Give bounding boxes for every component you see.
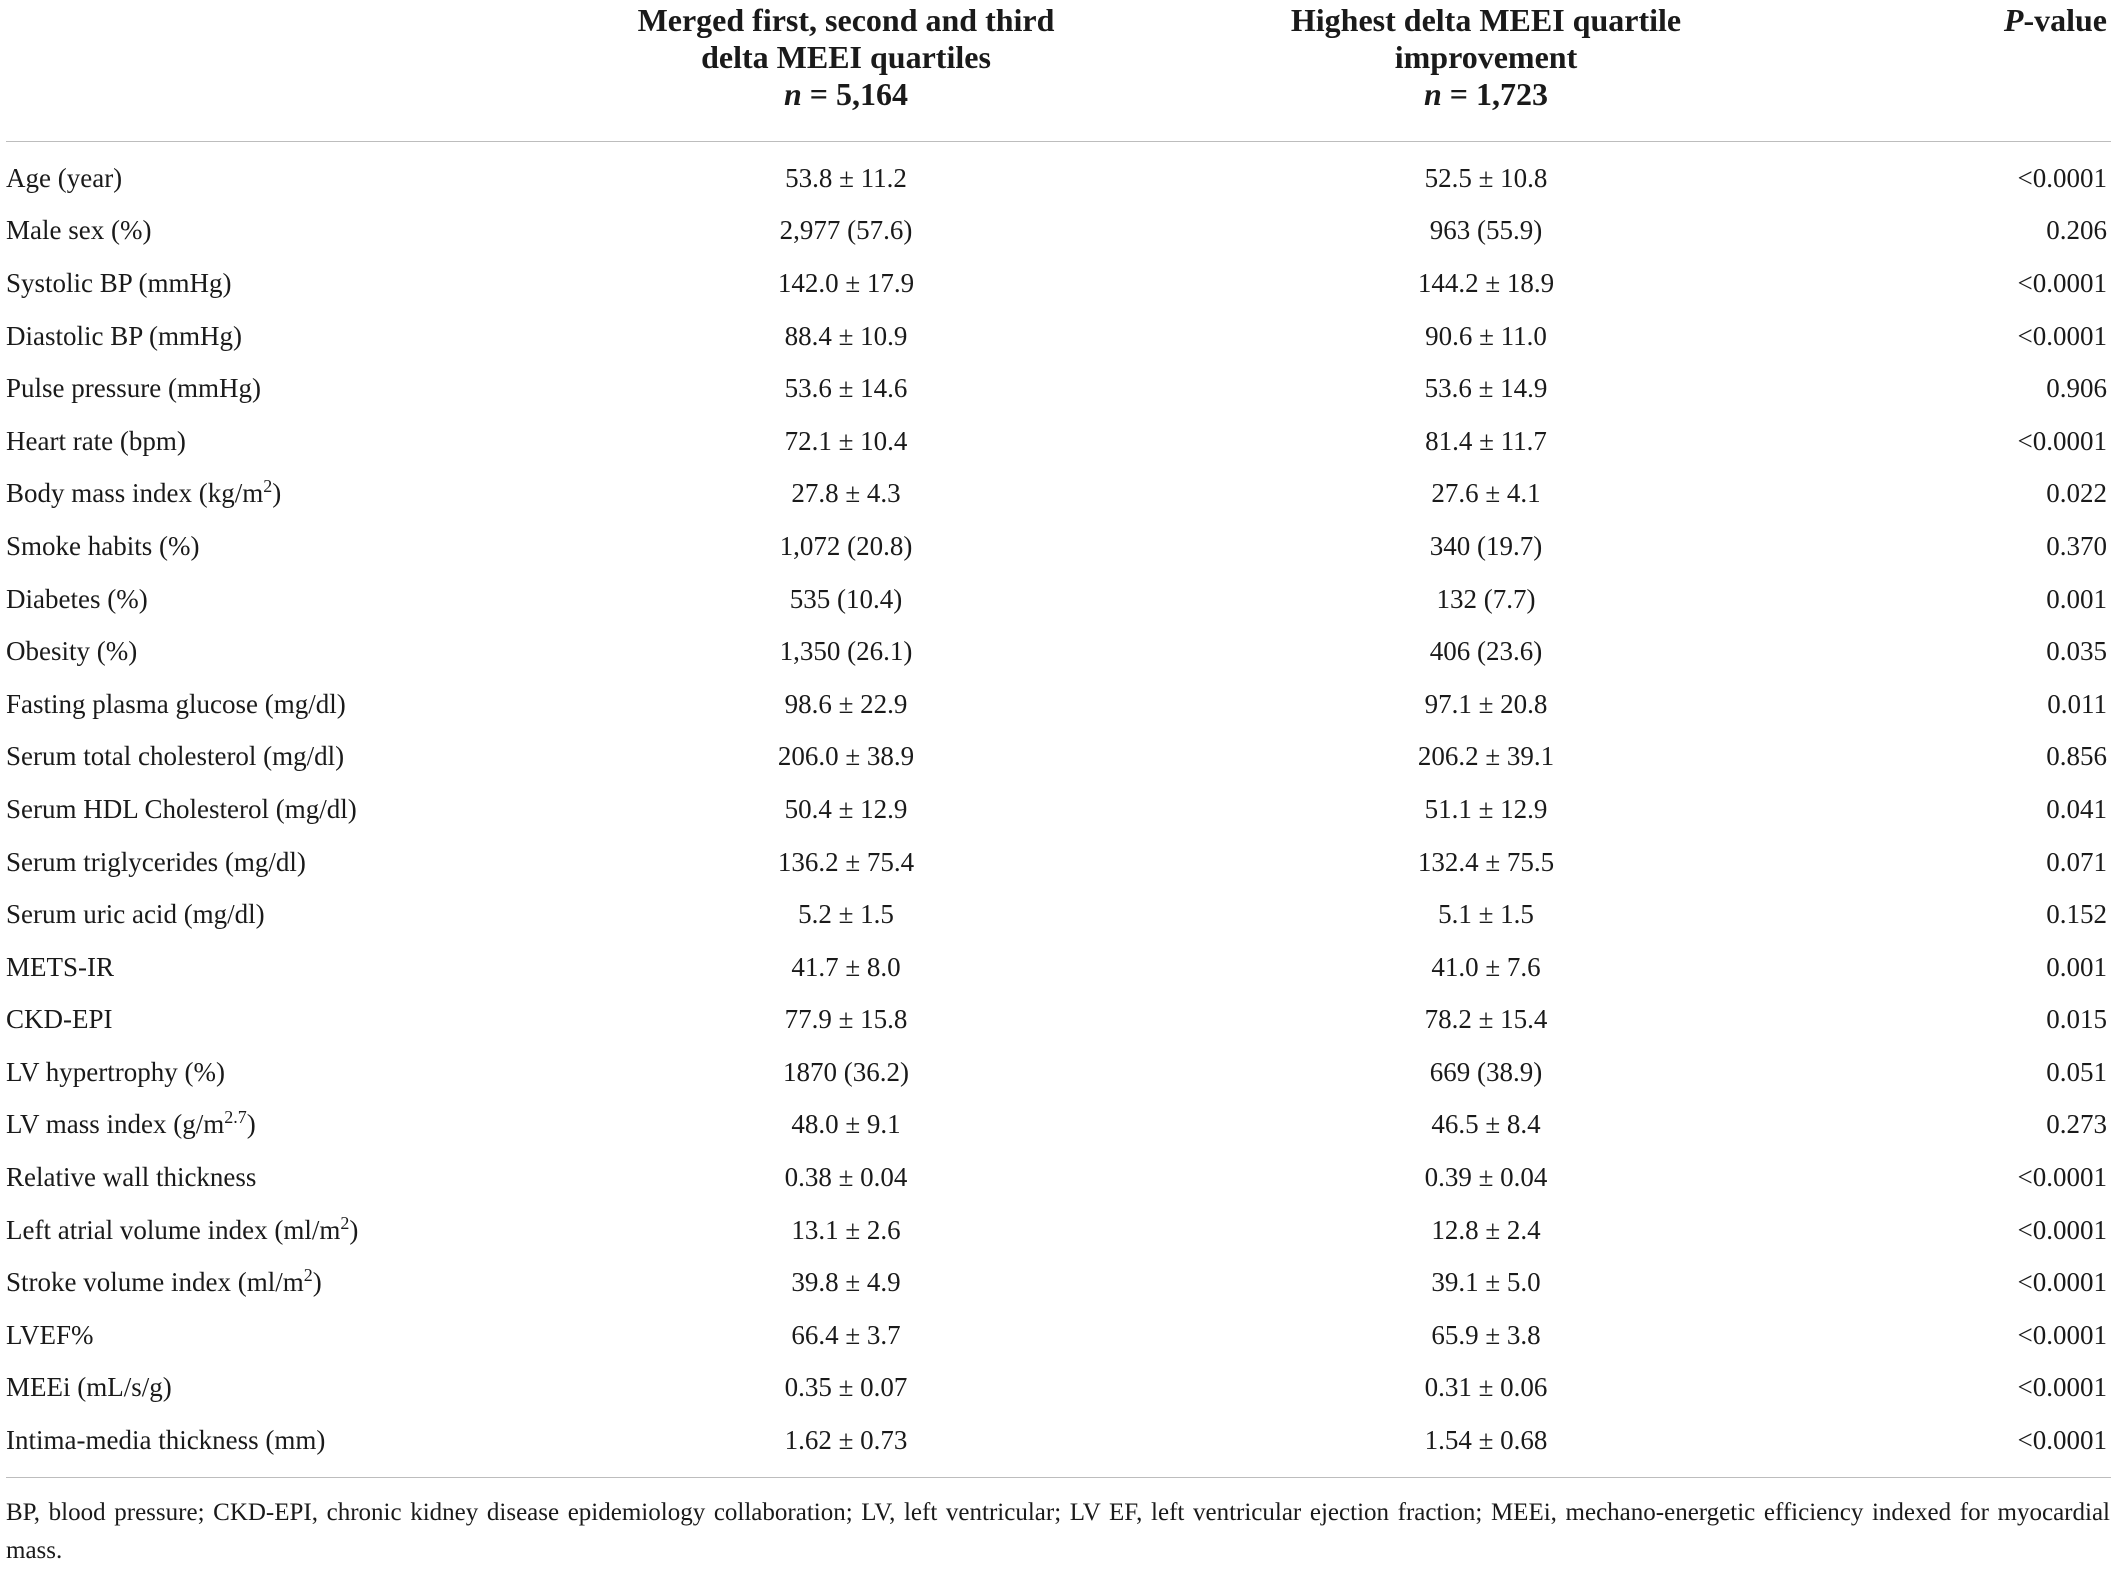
- row-label: [6, 468, 566, 521]
- header-p-value: [1846, 0, 2111, 142]
- highest-quartile-value: 39.1 ± 5.0: [1431, 1267, 1541, 1298]
- row-label-text: LV mass index (g/m: [6, 1109, 225, 1140]
- row-label: [6, 1309, 566, 1362]
- header-highest-line2: improvement: [1394, 39, 1578, 75]
- p-value: 0.035: [2046, 636, 2107, 667]
- highest-quartile-value: 132 (7.7): [1436, 583, 1536, 614]
- p-value: 0.015: [2046, 1004, 2107, 1035]
- table-row: [6, 1256, 2111, 1309]
- table-row: [6, 941, 2111, 994]
- table-row: [6, 257, 2111, 310]
- table-row: [6, 573, 2111, 626]
- merged-quartiles-value: 53.8 ± 11.2: [785, 162, 907, 193]
- merged-quartiles-value: 66.4 ± 3.7: [791, 1319, 901, 1350]
- merged-quartiles-value: 0.38 ± 0.04: [784, 1162, 908, 1193]
- header-variable: [6, 0, 566, 142]
- merged-quartiles-value: 39.8 ± 4.9: [791, 1267, 901, 1298]
- merged-quartiles-value: 142.0 ± 17.9: [777, 267, 915, 298]
- merged-quartiles-value: 136.2 ± 75.4: [777, 846, 915, 877]
- table-row: [6, 415, 2111, 468]
- table-row: [6, 994, 2111, 1047]
- row-label: [6, 941, 566, 994]
- header-p-rest: -value: [2023, 2, 2107, 38]
- row-label-suffix: ): [312, 1267, 322, 1298]
- row-label-suffix: ): [246, 1109, 256, 1140]
- row-label-text: Serum uric acid (mg/dl): [6, 899, 265, 930]
- highest-quartile-value: 963 (55.9): [1429, 215, 1543, 246]
- merged-quartiles-value: 1870 (36.2): [783, 1056, 909, 1087]
- row-label: [6, 362, 566, 415]
- row-label-text: Male sex (%): [6, 215, 152, 246]
- highest-quartile-value: 53.6 ± 14.9: [1424, 373, 1548, 404]
- p-value: <0.0001: [2017, 1319, 2107, 1350]
- table-row: [6, 520, 2111, 573]
- p-value: 0.011: [2047, 688, 2107, 719]
- p-value: <0.0001: [2017, 1214, 2107, 1245]
- table-row: [6, 362, 2111, 415]
- row-label-text: Stroke volume index (ml/m: [6, 1267, 304, 1298]
- merged-quartiles-value: 13.1 ± 2.6: [791, 1214, 901, 1245]
- row-label: [6, 142, 566, 205]
- p-value: 0.022: [2046, 478, 2107, 509]
- row-label-suffix: ): [272, 478, 282, 509]
- row-label-text: Fasting plasma glucose (mg/dl): [6, 688, 346, 719]
- row-label: [6, 257, 566, 310]
- header-merged-n: [566, 76, 1126, 113]
- row-label-text: Pulse pressure (mmHg): [6, 373, 261, 404]
- row-label: [6, 1362, 566, 1415]
- header-merged-n-value: = 5,164: [809, 76, 909, 112]
- header-merged-n-symbol: n: [783, 76, 802, 112]
- table-footnote: BP, blood pressure; CKD-EPI, chronic kidney disease epidemiology collaboration; LV, left ventricular; LV EF, left ventricular ejection fraction; MEEi, mechano-energetic efficiency indexed for myocardial mass.: [6, 1499, 2110, 1564]
- row-label-superscript: 2.7: [224, 1107, 247, 1128]
- highest-quartile-value: 340 (19.7): [1429, 530, 1543, 561]
- highest-quartile-value: 97.1 ± 20.8: [1424, 688, 1548, 719]
- row-label-text: LVEF%: [6, 1319, 94, 1350]
- p-value: <0.0001: [2017, 320, 2107, 351]
- highest-quartile-value: 46.5 ± 8.4: [1431, 1109, 1541, 1140]
- row-label: [6, 310, 566, 363]
- highest-quartile-value: 65.9 ± 3.8: [1431, 1319, 1541, 1350]
- highest-quartile-value: 78.2 ± 15.4: [1424, 1004, 1548, 1035]
- p-value: <0.0001: [2017, 425, 2107, 456]
- row-label-text: Relative wall thickness: [6, 1162, 257, 1193]
- row-label-text: Serum triglycerides (mg/dl): [6, 846, 306, 877]
- row-label-superscript: 2: [303, 1265, 313, 1286]
- p-value: <0.0001: [2017, 1372, 2107, 1403]
- table-row: [6, 142, 2111, 205]
- row-label: [6, 205, 566, 258]
- p-value: 0.001: [2046, 951, 2107, 982]
- merged-quartiles-value: 1.62 ± 0.73: [566, 1414, 1126, 1477]
- p-value: <0.0001: [1846, 1414, 2111, 1477]
- row-label-text: LV hypertrophy (%): [6, 1056, 225, 1087]
- merged-quartiles-value: 0.35 ± 0.07: [784, 1372, 908, 1403]
- header-merged-line1: Merged first, second and third: [637, 2, 1055, 38]
- header-highest-n-symbol: n: [1423, 76, 1442, 112]
- header-highest-n-value: = 1,723: [1449, 76, 1549, 112]
- table-row: [6, 1151, 2111, 1204]
- table-row: [6, 888, 2111, 941]
- merged-quartiles-value: 41.7 ± 8.0: [791, 951, 901, 982]
- merged-quartiles-value: 27.8 ± 4.3: [791, 478, 901, 509]
- merged-quartiles-value: 98.6 ± 22.9: [784, 688, 908, 719]
- merged-quartiles-value: 50.4 ± 12.9: [784, 793, 908, 824]
- merged-quartiles-value: 48.0 ± 9.1: [791, 1109, 901, 1140]
- row-label-text: MEEi (mL/s/g): [6, 1372, 172, 1403]
- header-merged-line2: delta MEEI quartiles: [701, 39, 991, 75]
- header-highest-quartile: [1126, 0, 1846, 142]
- merged-quartiles-value: 5.2 ± 1.5: [798, 899, 894, 930]
- table-row: [6, 468, 2111, 521]
- row-label: [6, 783, 566, 836]
- table-row: [6, 731, 2111, 784]
- highest-quartile-value: 41.0 ± 7.6: [1431, 951, 1541, 982]
- header-p-symbol: P: [2003, 2, 2024, 38]
- row-label-text: METS-IR: [6, 951, 114, 982]
- row-label: [6, 731, 566, 784]
- row-label: [6, 520, 566, 573]
- table-row: [6, 1309, 2111, 1362]
- p-value: <0.0001: [2017, 1162, 2107, 1193]
- p-value: <0.0001: [2017, 1267, 2107, 1298]
- merged-quartiles-value: 535 (10.4): [789, 583, 903, 614]
- row-label-text: Age (year): [6, 162, 123, 193]
- highest-quartile-value: 51.1 ± 12.9: [1424, 793, 1548, 824]
- highest-quartile-value: 12.8 ± 2.4: [1431, 1214, 1541, 1245]
- row-label-suffix: ): [349, 1214, 359, 1245]
- table-body: [6, 142, 2111, 1478]
- table-row: [6, 1414, 2111, 1477]
- row-label: [6, 678, 566, 731]
- highest-quartile-value: 144.2 ± 18.9: [1417, 267, 1555, 298]
- row-label-text: CKD-EPI: [6, 1004, 113, 1035]
- row-label-text: Obesity (%): [6, 636, 138, 667]
- highest-quartile-value: 27.6 ± 4.1: [1431, 478, 1541, 509]
- row-label-text: Left atrial volume index (ml/m: [6, 1214, 341, 1245]
- row-label-superscript: 2: [263, 476, 273, 497]
- row-label-text: Serum total cholesterol (mg/dl): [6, 741, 345, 772]
- baseline-characteristics-table: [6, 0, 2111, 1478]
- table-row: [6, 625, 2111, 678]
- merged-quartiles-value: 72.1 ± 10.4: [784, 425, 908, 456]
- highest-quartile-value: 0.39 ± 0.04: [1424, 1162, 1548, 1193]
- row-label-superscript: 2: [340, 1212, 350, 1233]
- p-value: 0.041: [2046, 793, 2107, 824]
- highest-quartile-value: 132.4 ± 75.5: [1417, 846, 1555, 877]
- p-value: <0.0001: [2017, 267, 2107, 298]
- merged-quartiles-value: 206.0 ± 38.9: [777, 741, 915, 772]
- row-label-text: Diastolic BP (mmHg): [6, 320, 242, 351]
- merged-quartiles-value: 53.6 ± 14.6: [784, 373, 908, 404]
- row-label-text: Smoke habits (%): [6, 530, 200, 561]
- highest-quartile-value: 5.1 ± 1.5: [1438, 899, 1534, 930]
- highest-quartile-value: 206.2 ± 39.1: [1417, 741, 1555, 772]
- highest-quartile-value: 669 (38.9): [1429, 1056, 1543, 1087]
- table-row: [6, 678, 2111, 731]
- row-label: [6, 1099, 566, 1152]
- table-row: [6, 205, 2111, 258]
- merged-quartiles-value: 2,977 (57.6): [779, 215, 913, 246]
- row-label: [6, 1414, 566, 1477]
- table-row: [6, 1046, 2111, 1099]
- row-label: [6, 836, 566, 889]
- table-header: [6, 0, 2111, 142]
- highest-quartile-value: 81.4 ± 11.7: [1425, 425, 1547, 456]
- p-value: 0.051: [2046, 1056, 2107, 1087]
- p-value: <0.0001: [2017, 162, 2107, 193]
- row-label: [6, 888, 566, 941]
- merged-quartiles-value: 77.9 ± 15.8: [784, 1004, 908, 1035]
- highest-quartile-value: 0.31 ± 0.06: [1424, 1372, 1548, 1403]
- p-value: 0.206: [2046, 215, 2107, 246]
- row-label: [6, 1151, 566, 1204]
- row-label: [6, 625, 566, 678]
- row-label: [6, 1046, 566, 1099]
- p-value: 0.152: [2046, 899, 2107, 930]
- row-label-text: Serum HDL Cholesterol (mg/dl): [6, 793, 357, 824]
- header-row: [6, 0, 2111, 142]
- merged-quartiles-value: 1,072 (20.8): [779, 530, 913, 561]
- row-label: [6, 573, 566, 626]
- row-label-text: Body mass index (kg/m: [6, 478, 264, 509]
- p-value: 0.906: [2046, 373, 2107, 404]
- header-merged-quartiles: [566, 0, 1126, 142]
- table-row: [6, 836, 2111, 889]
- table-row: [6, 1362, 2111, 1415]
- p-value: 0.370: [2046, 530, 2107, 561]
- highest-quartile-value: 90.6 ± 11.0: [1425, 320, 1547, 351]
- row-label: [6, 415, 566, 468]
- table-row: [6, 1099, 2111, 1152]
- merged-quartiles-value: 1,350 (26.1): [779, 636, 913, 667]
- p-value: 0.273: [2046, 1109, 2107, 1140]
- row-label: [6, 1256, 566, 1309]
- header-highest-line1: Highest delta MEEI quartile: [1290, 2, 1682, 38]
- merged-quartiles-value: 88.4 ± 10.9: [784, 320, 908, 351]
- highest-quartile-value: 1.54 ± 0.68: [1126, 1414, 1846, 1477]
- p-value: 0.856: [2046, 741, 2107, 772]
- highest-quartile-value: 406 (23.6): [1429, 636, 1543, 667]
- row-label-text: Heart rate (bpm): [6, 425, 186, 456]
- row-label-text: Diabetes (%): [6, 583, 148, 614]
- table-row: [6, 310, 2111, 363]
- highest-quartile-value: 52.5 ± 10.8: [1424, 162, 1548, 193]
- row-label: [6, 1204, 566, 1257]
- row-label-text: Systolic BP (mmHg): [6, 267, 232, 298]
- table-row: [6, 1204, 2111, 1257]
- p-value: 0.001: [2046, 583, 2107, 614]
- table-row: [6, 783, 2111, 836]
- p-value: 0.071: [2046, 846, 2107, 877]
- header-highest-n: [1126, 76, 1846, 113]
- row-label: [6, 994, 566, 1047]
- row-label-text: Intima-media thickness (mm): [6, 1425, 326, 1456]
